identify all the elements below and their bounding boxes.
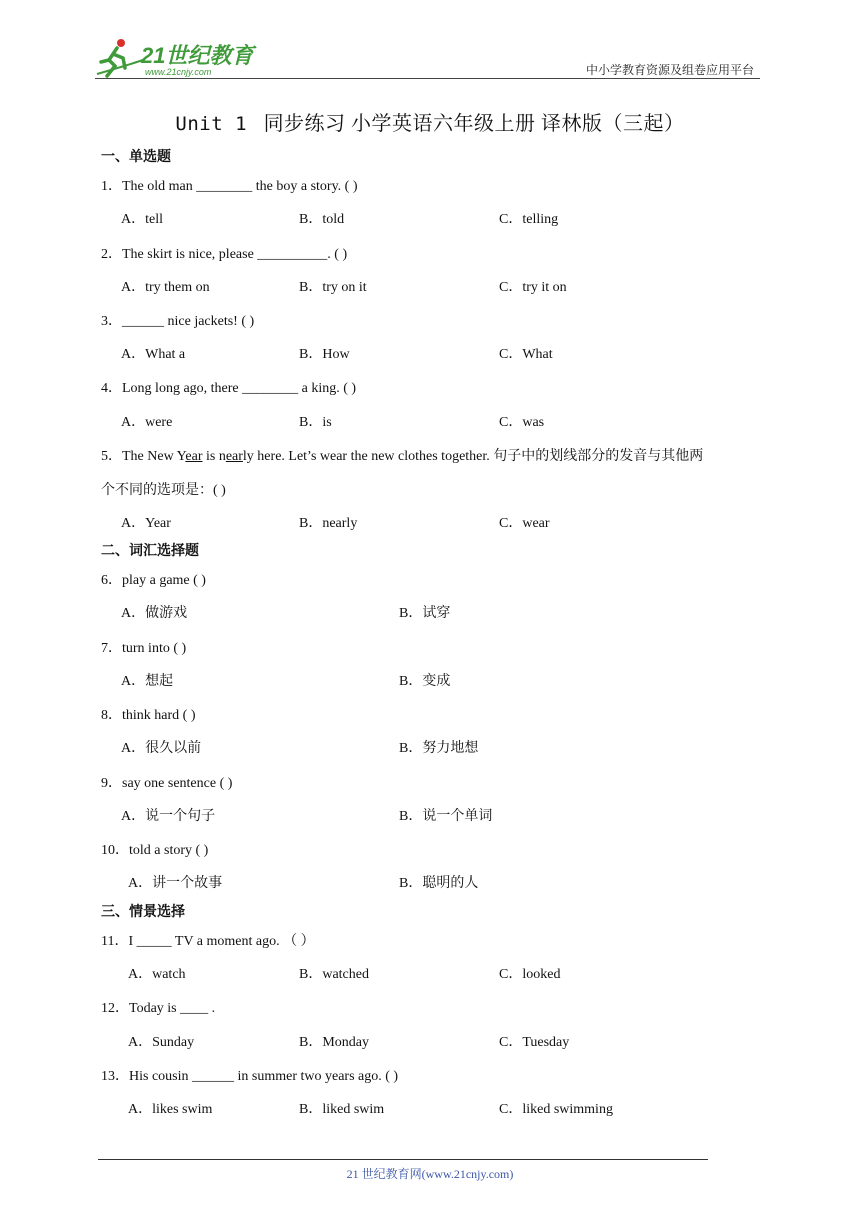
option-b[interactable]: B．watched <box>299 967 369 982</box>
option-a[interactable]: A．try them on <box>121 280 210 295</box>
option-c[interactable]: C．What <box>499 347 553 362</box>
title-unit: Unit 1 <box>175 113 248 135</box>
question-11: 11．I _____ TV a moment ago. （ ） <box>101 934 315 949</box>
option-b[interactable]: B．Monday <box>299 1035 369 1050</box>
option-b[interactable]: B．is <box>299 415 332 430</box>
question-5-continued: 个不同的选项是：( ) <box>101 483 226 498</box>
title-text: 同步练习 小学英语六年级上册 译林版（三起） <box>263 113 685 135</box>
platform-name: 中小学教育资源及组卷应用平台 <box>585 63 754 77</box>
question-13: 13．His cousin ______ in summer two years ago. ( ) <box>101 1069 399 1084</box>
header-divider <box>95 78 760 79</box>
option-b[interactable]: B．told <box>299 212 345 227</box>
option-c[interactable]: C．try it on <box>499 280 567 295</box>
option-b[interactable]: B．试穿 <box>399 606 451 621</box>
option-c[interactable]: C．liked swimming <box>499 1102 613 1117</box>
option-a[interactable]: A．想起 <box>121 674 174 689</box>
logo-text: 21世纪教育 <box>141 43 254 68</box>
option-a[interactable]: A．做游戏 <box>121 606 188 621</box>
question-2: 2．The skirt is nice, please __________. ( ) <box>101 247 348 262</box>
logo-url: www.21cnjy.com <box>145 67 212 77</box>
question-7: 7．turn into ( ) <box>101 641 187 656</box>
option-b[interactable]: B．聪明的人 <box>399 876 479 891</box>
question-3: 3．______ nice jackets! ( ) <box>101 314 255 329</box>
option-c[interactable]: C．was <box>499 415 545 430</box>
option-b[interactable]: B．说一个单词 <box>399 809 493 824</box>
footer-divider <box>98 1159 708 1160</box>
option-a[interactable]: A．tell <box>121 212 163 227</box>
option-a[interactable]: A．很久以前 <box>121 741 202 756</box>
option-c[interactable]: C．wear <box>499 516 550 531</box>
question-8: 8．think hard ( ) <box>101 708 196 723</box>
option-c[interactable]: C．telling <box>499 212 559 227</box>
question-5: 5．The New Year is nearly here. Let’s wear the new clothes together. 句子中的划线部分的发音与其他两 <box>101 449 704 464</box>
option-c[interactable]: C．Tuesday <box>499 1035 570 1050</box>
question-10: 10．told a story ( ) <box>101 843 209 858</box>
site-logo <box>95 36 265 80</box>
page-title <box>0 107 860 136</box>
option-b[interactable]: B．nearly <box>299 516 358 531</box>
section-heading: 三、情景选择 <box>101 905 185 920</box>
option-a[interactable]: A．Year <box>121 516 171 531</box>
option-c[interactable]: C．looked <box>499 967 561 982</box>
question-6: 6．play a game ( ) <box>101 573 206 588</box>
option-a[interactable]: A．说一个句子 <box>121 809 216 824</box>
question-12: 12．Today is ____ . <box>101 1001 216 1016</box>
section-heading: 一、单选题 <box>101 150 171 165</box>
option-a[interactable]: A．watch <box>128 967 186 982</box>
question-9: 9．say one sentence ( ) <box>101 776 233 791</box>
question-4: 4．Long long ago, there ________ a king. ( ) <box>101 381 357 396</box>
option-b[interactable]: B．liked swim <box>299 1102 385 1117</box>
section-heading: 二、词汇选择题 <box>101 544 199 559</box>
option-a[interactable]: A．Sunday <box>128 1035 195 1050</box>
option-a[interactable]: A．讲一个故事 <box>128 876 223 891</box>
option-b[interactable]: B．How <box>299 347 350 362</box>
runner-icon <box>97 39 143 76</box>
option-a[interactable]: A．likes swim <box>128 1102 213 1117</box>
option-b[interactable]: B．try on it <box>299 280 367 295</box>
footer-link[interactable]: 21 世纪教育网(www.21cnjy.com) <box>346 1167 514 1181</box>
option-b[interactable]: B．变成 <box>399 674 451 689</box>
option-a[interactable]: A．were <box>121 415 173 430</box>
option-b[interactable]: B．努力地想 <box>399 741 479 756</box>
option-a[interactable]: A．What a <box>121 347 186 362</box>
question-1: 1．The old man ________ the boy a story. ( ) <box>101 179 358 194</box>
